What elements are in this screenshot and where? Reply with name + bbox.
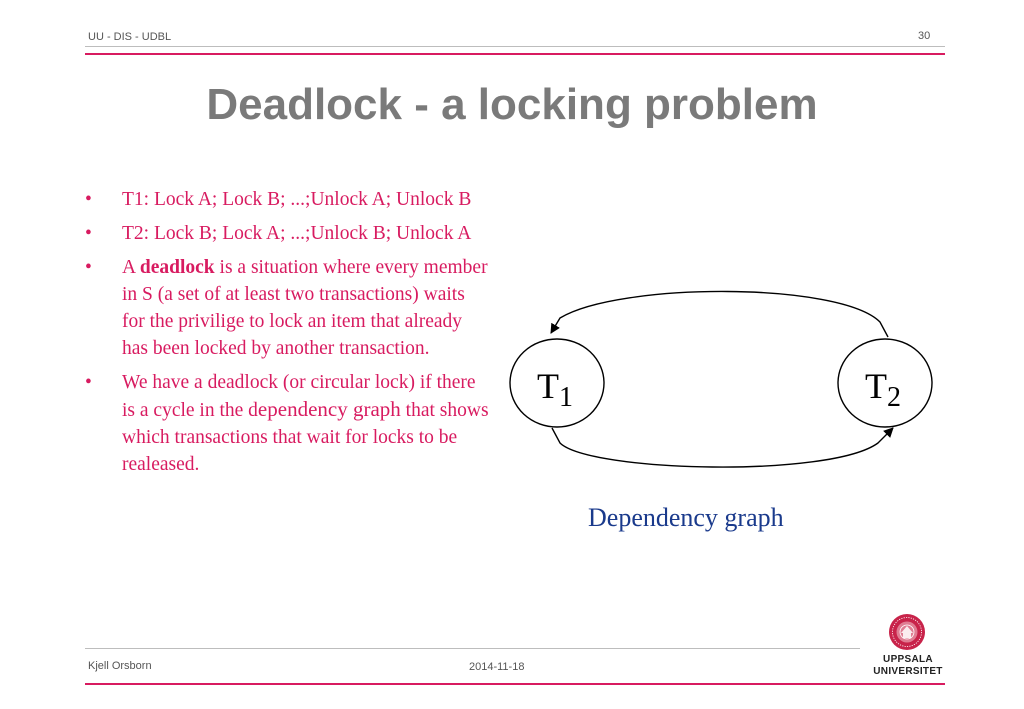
footer-date: 2014-11-18 [469,661,525,673]
footer-pink-rule [85,683,945,685]
node-t1-subscript: 1 [559,382,573,413]
footer-gray-rule [85,648,860,649]
logo-text-line1: UPPSALA [883,654,933,665]
university-seal-icon [888,613,926,651]
bullet-text: is a situation where every member in S (a set of at least two transactions) waits for the privilige to lock an item that already has been locked by another transaction. [122,257,488,359]
dependency-graph-term: ependency graph [257,397,401,421]
logo-text-line2: UNIVERSITET [873,666,943,677]
node-t2-letter: T [865,366,887,406]
page-number: 30 [918,30,931,42]
node-t2-subscript: 2 [887,382,901,413]
deadlock-term: deadlock [139,257,215,278]
bullet-text: We have a deadlock (or circular lock) if there is a cycle in the d [122,372,476,421]
node-t1-letter: T [537,366,559,406]
header-left-text: UU - DIS - UDBL [88,31,172,43]
edge-t2-to-t1 [551,291,888,337]
graph-caption: Dependency graph [588,503,784,532]
bullet-text: A [122,257,140,278]
bullet-text: T2: Lock B; Lock A; ...;Unlock B; Unlock A [122,223,472,244]
bullet-text: T1: Lock A; Lock B; ...;Unlock A; Unlock B [122,189,472,210]
bullet-text: that shows which transactions that wait for locks to be realeased. [122,400,489,475]
slide-title: Deadlock - a locking problem [206,80,818,129]
footer-author: Kjell Orsborn [88,660,152,672]
university-logo [868,613,948,683]
edge-t1-to-t2 [552,428,893,467]
